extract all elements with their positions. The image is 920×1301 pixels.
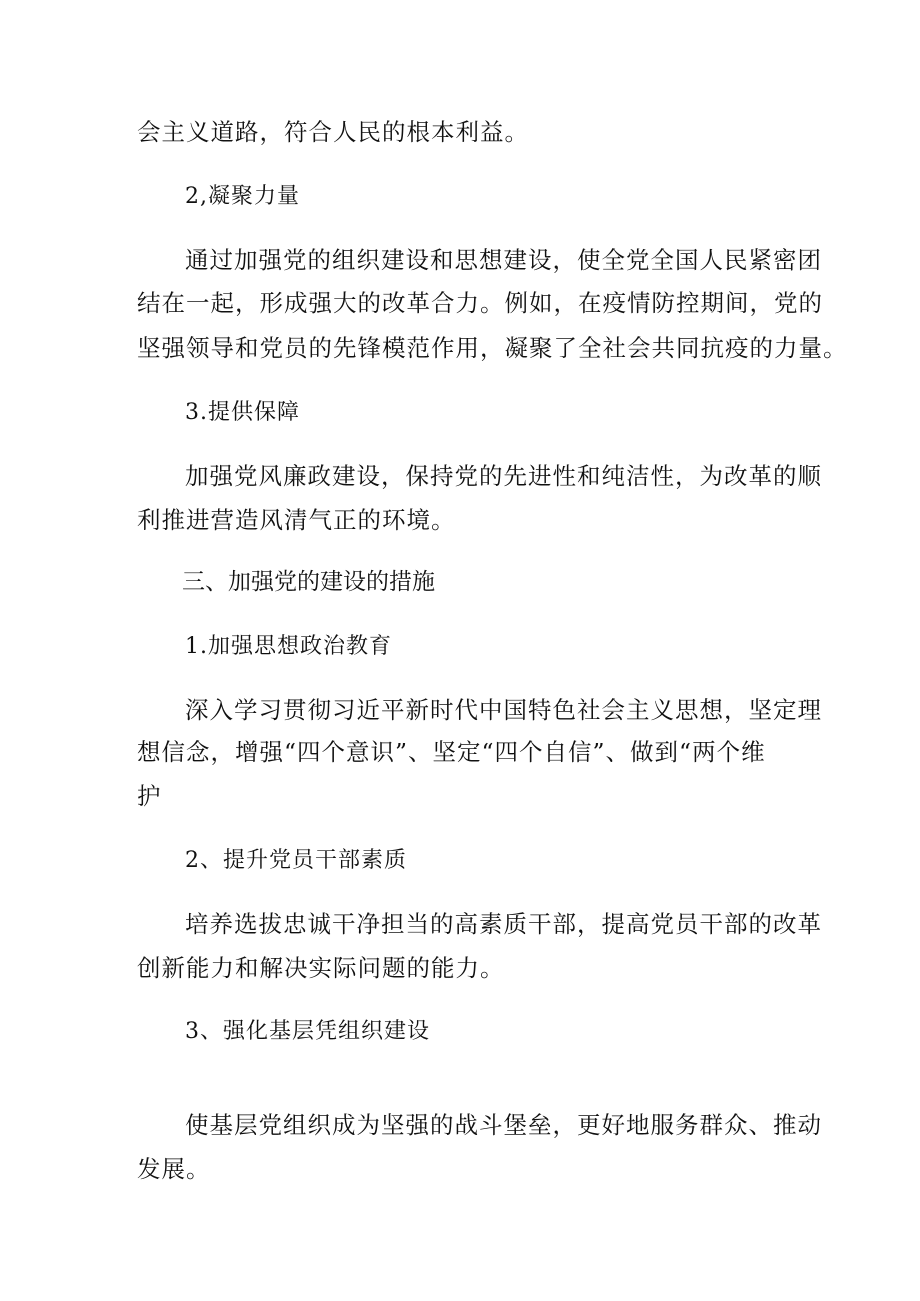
paragraph-line: 护 — [137, 782, 162, 810]
paragraph-line: 深入学习贯彻习近平新时代中国特色社会主义思想，坚定理 — [185, 696, 822, 724]
subsection-title: 2、提升党员干部素质 — [185, 848, 407, 873]
paragraph-line: 使基层党组织成为坚强的战斗堡垒，更好地服务群众、推动 — [185, 1111, 822, 1139]
section-heading: 三、加强党的建设的措施 — [182, 569, 435, 595]
paragraph-line: 利推进营造风清气正的环境。 — [137, 506, 456, 534]
paragraph-line: 创新能力和解决实际问题的能力。 — [137, 954, 505, 982]
paragraph-line: 发展。 — [137, 1155, 211, 1183]
subsection-title: 3、强化基层凭组织建设 — [185, 1019, 430, 1044]
paragraph-line: 结在一起，形成强大的改革合力。例如，在疫情防控期间，党的 — [137, 289, 823, 317]
paragraph-line: 培养选拔忠诚干净担当的高素质干部，提高党员干部的改革 — [185, 910, 822, 938]
subsection-title: 2,凝聚力量 — [185, 184, 300, 209]
paragraph-line: 想信念，增强“四个意识”、坚定“四个自信”、做到“两个维 — [137, 738, 766, 766]
paragraph-line: 通过加强党的组织建设和思想建设，使全党全国人民紧密团 — [185, 246, 822, 274]
paragraph-line: 会主义道路，符合人民的根本利益。 — [137, 118, 529, 146]
subsection-title: 1.加强思想政治教育 — [185, 634, 392, 659]
paragraph-line: 坚强领导和党员的先锋模范作用，凝聚了全社会共同抗疫的力量。 — [137, 334, 848, 362]
subsection-title: 3.提供保障 — [185, 400, 300, 425]
paragraph-line: 加强党风廉政建设，保持党的先进性和纯洁性，为改革的顺 — [185, 462, 822, 490]
